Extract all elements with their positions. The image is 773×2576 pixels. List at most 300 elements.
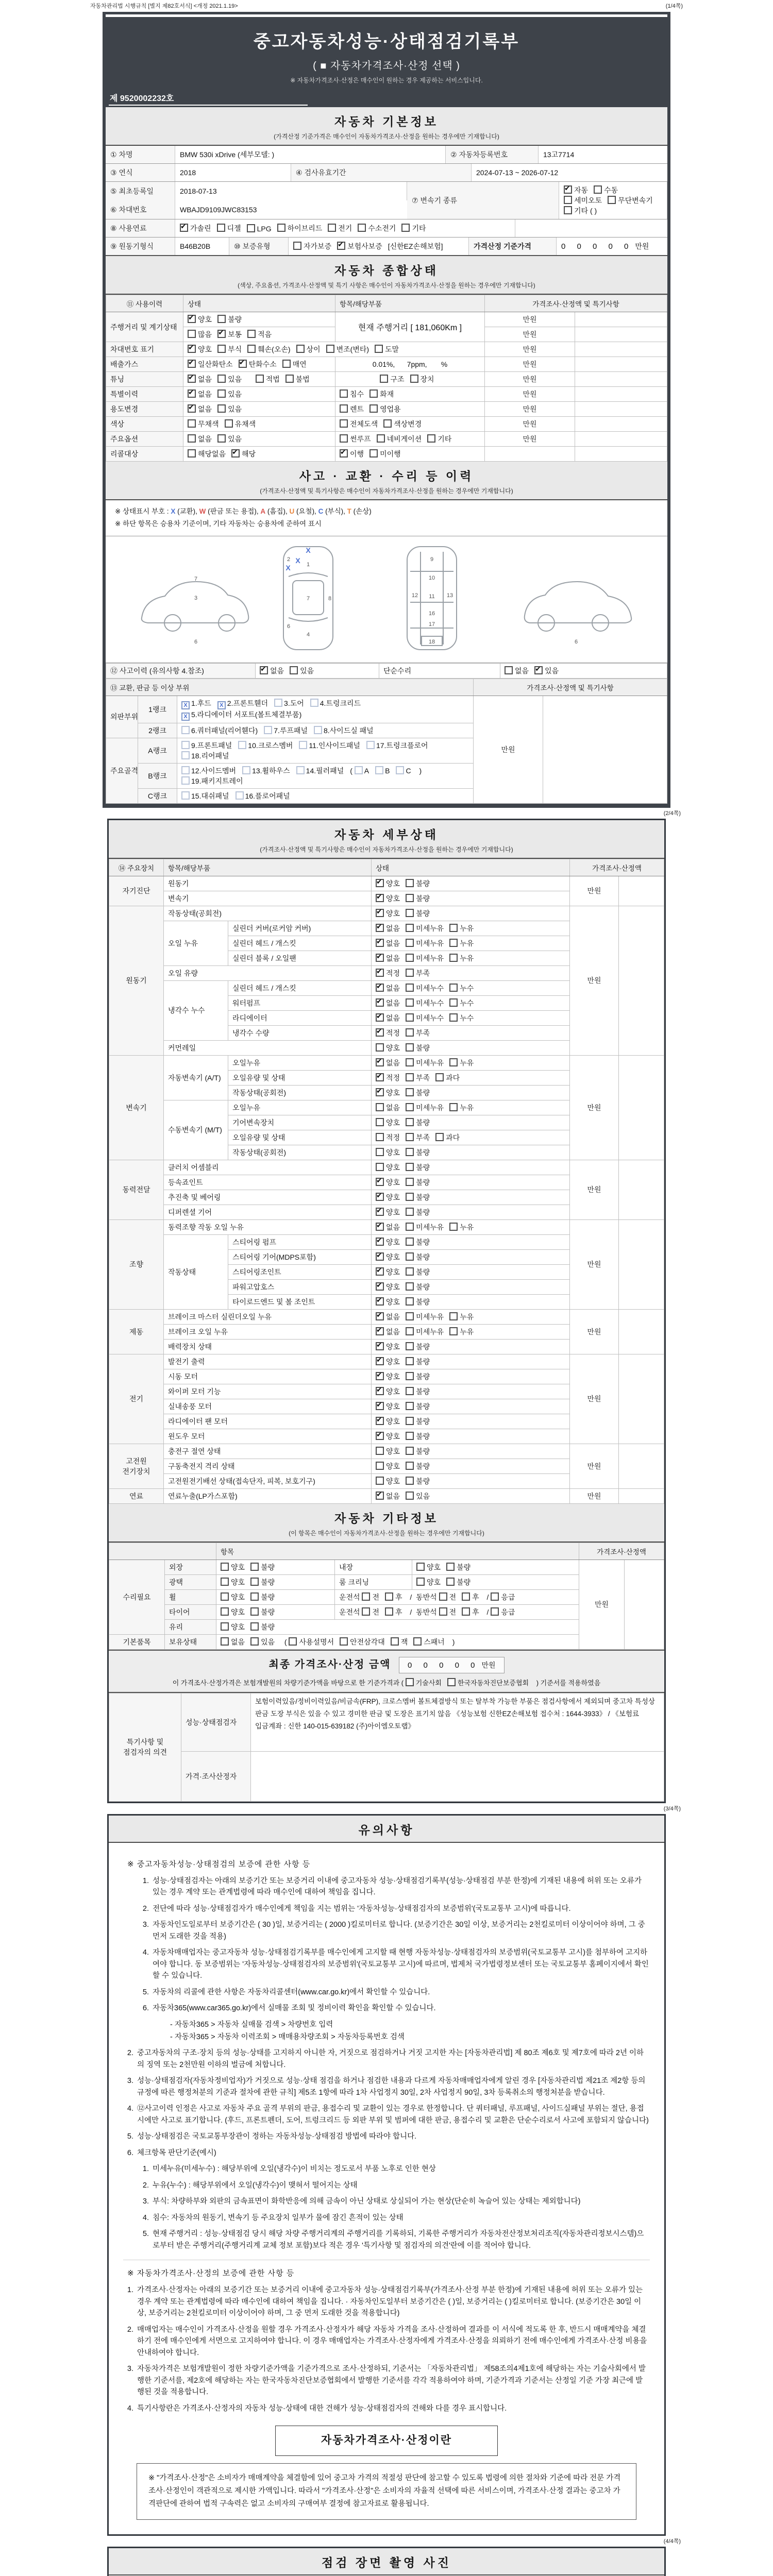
checkbox[interactable] xyxy=(376,984,384,992)
checkbox[interactable] xyxy=(260,666,268,674)
warranty-options[interactable] xyxy=(289,238,469,255)
checkbox[interactable] xyxy=(376,969,384,977)
tuning-type-options[interactable] xyxy=(335,372,485,387)
checkbox[interactable] xyxy=(250,1563,259,1571)
checkbox[interactable] xyxy=(449,954,458,962)
checkbox[interactable] xyxy=(406,954,414,962)
wheel-detail-options[interactable] xyxy=(335,1589,579,1604)
checkbox[interactable] xyxy=(406,1118,414,1126)
exchange-mark-box[interactable] xyxy=(181,776,190,785)
checkbox[interactable] xyxy=(231,449,240,457)
checkbox[interactable] xyxy=(406,1252,414,1261)
checkbox[interactable] xyxy=(188,404,196,413)
checkbox[interactable] xyxy=(376,1342,384,1350)
checkbox[interactable] xyxy=(376,1133,384,1141)
reg-no-value[interactable]: 13고7714 xyxy=(543,150,575,159)
checkbox[interactable] xyxy=(188,345,196,353)
rank1-items[interactable] xyxy=(177,696,474,723)
polish-options[interactable] xyxy=(216,1574,335,1589)
item-state-options[interactable] xyxy=(372,1384,570,1399)
exchange-mark-box[interactable] xyxy=(242,766,250,774)
checkbox[interactable] xyxy=(188,419,196,428)
checkbox[interactable] xyxy=(250,1622,259,1631)
checkbox[interactable] xyxy=(449,1312,458,1320)
item-state-options[interactable] xyxy=(372,1234,570,1249)
item-state-options[interactable] xyxy=(372,1414,570,1429)
special-history-options[interactable] xyxy=(183,387,335,402)
checkbox[interactable] xyxy=(239,360,247,368)
checkbox[interactable] xyxy=(449,1058,458,1066)
item-state-options[interactable] xyxy=(372,951,570,965)
mileage-amount-options[interactable] xyxy=(183,327,335,342)
item-state-options[interactable] xyxy=(372,1175,570,1190)
rank2-items[interactable] xyxy=(177,723,474,738)
checkbox[interactable] xyxy=(406,1297,414,1306)
checkbox[interactable] xyxy=(505,666,513,674)
checkbox[interactable] xyxy=(188,315,196,323)
exchange-mark-box[interactable] xyxy=(264,726,272,734)
special-history-type-options[interactable] xyxy=(335,387,485,402)
item-state-options[interactable] xyxy=(372,1055,570,1070)
checkbox[interactable] xyxy=(376,1357,384,1365)
checkbox[interactable] xyxy=(217,330,226,338)
wheel-options[interactable] xyxy=(216,1589,335,1604)
checkbox[interactable] xyxy=(564,206,572,214)
rankA-items[interactable] xyxy=(177,738,474,763)
checkbox[interactable] xyxy=(277,224,285,232)
exchange-mark-box[interactable] xyxy=(181,726,190,734)
checkbox[interactable] xyxy=(376,1432,384,1440)
vin-value[interactable]: WBAJD9109JWC83153 xyxy=(180,206,257,214)
item-state-options[interactable] xyxy=(372,921,570,936)
glass-options[interactable] xyxy=(216,1619,579,1634)
exchange-mark-box[interactable] xyxy=(238,741,246,749)
color-options[interactable] xyxy=(183,417,335,432)
current-mileage[interactable]: 현재 주행거리 [ 181,060Km ] xyxy=(335,312,485,342)
checkbox[interactable] xyxy=(188,434,196,443)
item-state-options[interactable] xyxy=(372,995,570,1010)
checkbox[interactable] xyxy=(406,984,414,992)
fuel-options[interactable] xyxy=(175,219,515,237)
item-state-options[interactable] xyxy=(372,1145,570,1160)
checkbox[interactable] xyxy=(376,1282,384,1291)
checkbox[interactable] xyxy=(534,666,543,674)
checkbox[interactable] xyxy=(406,909,414,917)
checkbox[interactable] xyxy=(376,1267,384,1276)
checkbox[interactable] xyxy=(406,1678,414,1686)
checkbox[interactable] xyxy=(340,404,348,413)
checkbox[interactable] xyxy=(217,404,226,413)
checkbox[interactable] xyxy=(221,1607,229,1616)
checkbox[interactable] xyxy=(376,1312,384,1320)
item-state-options[interactable] xyxy=(372,1219,570,1234)
checkbox[interactable] xyxy=(376,1058,384,1066)
checkbox[interactable] xyxy=(376,1447,384,1455)
checkbox[interactable] xyxy=(377,434,385,443)
checkbox[interactable] xyxy=(247,224,255,232)
checkbox[interactable] xyxy=(376,1462,384,1470)
checkbox[interactable] xyxy=(180,224,188,232)
exchange-mark-box[interactable] xyxy=(314,726,322,734)
checkbox[interactable] xyxy=(406,1432,414,1440)
checkbox[interactable] xyxy=(406,1058,414,1066)
item-state-options[interactable] xyxy=(372,1190,570,1205)
checkbox[interactable] xyxy=(289,1637,297,1646)
mileage-state-options[interactable] xyxy=(183,312,335,327)
checkbox[interactable] xyxy=(385,1592,393,1601)
checkbox[interactable] xyxy=(293,242,301,250)
checkbox[interactable] xyxy=(406,1342,414,1350)
item-state-options[interactable] xyxy=(372,1459,570,1473)
basic-items-options[interactable] xyxy=(216,1634,579,1649)
checkbox[interactable] xyxy=(376,909,384,917)
checkbox[interactable] xyxy=(383,419,392,428)
checkbox[interactable] xyxy=(406,1013,414,1022)
checkbox[interactable] xyxy=(406,1492,414,1500)
accident-history-options[interactable] xyxy=(256,663,379,678)
checkbox[interactable] xyxy=(250,1607,259,1616)
checkbox[interactable] xyxy=(406,1178,414,1186)
checkbox[interactable] xyxy=(376,1327,384,1335)
rankC-items[interactable] xyxy=(177,788,474,803)
checkbox[interactable] xyxy=(369,449,378,457)
checkbox[interactable] xyxy=(406,924,414,932)
checkbox[interactable] xyxy=(406,1163,414,1171)
transmission-options[interactable] xyxy=(559,182,667,219)
checkbox[interactable] xyxy=(326,345,334,353)
checkbox[interactable] xyxy=(217,315,226,323)
color-change-options[interactable] xyxy=(335,417,485,432)
checkbox[interactable] xyxy=(250,1637,259,1646)
item-state-options[interactable] xyxy=(372,1488,570,1503)
item-state-options[interactable] xyxy=(372,1473,570,1488)
item-state-options[interactable] xyxy=(372,906,570,921)
checkbox[interactable] xyxy=(221,1578,229,1586)
checkbox[interactable] xyxy=(416,1563,425,1571)
checkbox[interactable] xyxy=(439,1607,447,1616)
checkbox[interactable] xyxy=(376,954,384,962)
checkbox[interactable] xyxy=(369,389,378,398)
checkbox[interactable] xyxy=(391,1637,399,1646)
checkbox[interactable] xyxy=(380,375,388,383)
item-state-options[interactable] xyxy=(372,1010,570,1025)
checkbox[interactable] xyxy=(376,1223,384,1231)
checkbox[interactable] xyxy=(376,1013,384,1022)
checkbox[interactable] xyxy=(406,1193,414,1201)
item-state-options[interactable] xyxy=(372,1429,570,1444)
checkbox[interactable] xyxy=(376,1073,384,1081)
checkbox[interactable] xyxy=(406,1208,414,1216)
checkbox[interactable] xyxy=(221,1637,229,1646)
item-state-options[interactable] xyxy=(372,1160,570,1175)
checkbox[interactable] xyxy=(247,345,256,353)
checkbox[interactable] xyxy=(462,1607,470,1616)
checkbox[interactable] xyxy=(376,1297,384,1306)
item-state-options[interactable] xyxy=(372,1115,570,1130)
main-option-type-options[interactable] xyxy=(335,432,485,447)
simple-repair-options[interactable] xyxy=(500,663,667,678)
checkbox[interactable] xyxy=(406,1088,414,1096)
checkbox[interactable] xyxy=(406,1357,414,1365)
item-state-options[interactable] xyxy=(372,1264,570,1279)
checkbox[interactable] xyxy=(446,1578,455,1586)
checkbox[interactable] xyxy=(406,1282,414,1291)
item-state-options[interactable] xyxy=(372,936,570,951)
tire-options[interactable] xyxy=(216,1604,335,1619)
checkbox[interactable] xyxy=(406,1148,414,1156)
checkbox[interactable] xyxy=(449,939,458,947)
checkbox[interactable] xyxy=(564,185,572,194)
exchange-mark-box[interactable]: X xyxy=(217,701,226,709)
checkbox[interactable] xyxy=(449,1327,458,1335)
checkbox[interactable] xyxy=(376,1402,384,1410)
checkbox[interactable] xyxy=(376,894,384,902)
checkbox[interactable] xyxy=(376,1417,384,1425)
checkbox[interactable] xyxy=(188,330,196,338)
checkbox[interactable] xyxy=(250,1592,259,1601)
checkbox[interactable] xyxy=(376,1372,384,1380)
checkbox[interactable] xyxy=(439,1592,447,1601)
item-state-options[interactable] xyxy=(372,1205,570,1219)
checkbox[interactable] xyxy=(282,360,291,368)
checkbox[interactable] xyxy=(416,1578,425,1586)
checkbox[interactable] xyxy=(340,419,348,428)
usage-change-options[interactable] xyxy=(183,402,335,417)
checkbox[interactable] xyxy=(362,1607,370,1616)
exterior-options[interactable] xyxy=(216,1560,335,1574)
exchange-mark-box[interactable] xyxy=(274,699,282,707)
exchange-mark-box[interactable]: X xyxy=(181,713,190,721)
checkbox[interactable] xyxy=(375,345,383,353)
item-state-options[interactable] xyxy=(372,1294,570,1309)
checkbox[interactable] xyxy=(406,1327,414,1335)
exchange-mark-box[interactable] xyxy=(375,766,383,774)
item-state-options[interactable] xyxy=(372,1130,570,1145)
base-price-value[interactable]: 0 0 0 0 0 만원 xyxy=(561,242,649,251)
checkbox[interactable] xyxy=(449,1223,458,1231)
checkbox[interactable] xyxy=(376,924,384,932)
rankB-items[interactable] xyxy=(177,763,474,788)
interior-options[interactable] xyxy=(412,1560,579,1574)
checkbox[interactable] xyxy=(376,1028,384,1037)
exchange-mark-box[interactable] xyxy=(181,741,190,749)
exchange-mark-box[interactable]: X xyxy=(181,701,190,709)
item-state-options[interactable] xyxy=(372,1085,570,1100)
checkbox[interactable] xyxy=(594,185,602,194)
item-state-options[interactable] xyxy=(372,1040,570,1055)
checkbox[interactable] xyxy=(446,1563,455,1571)
checkbox[interactable] xyxy=(406,1133,414,1141)
checkbox[interactable] xyxy=(376,1387,384,1395)
item-state-options[interactable] xyxy=(372,1369,570,1384)
item-state-options[interactable] xyxy=(372,1070,570,1085)
emission-values[interactable]: 0.01%, 7ppm, % xyxy=(335,357,485,372)
checkbox[interactable] xyxy=(376,998,384,1007)
checkbox[interactable] xyxy=(217,434,226,443)
checkbox[interactable] xyxy=(608,196,616,204)
first-reg-value[interactable]: 2018-07-13 xyxy=(175,182,407,200)
checkbox[interactable] xyxy=(406,1103,414,1111)
checkbox[interactable] xyxy=(250,1578,259,1586)
checkbox[interactable] xyxy=(406,1417,414,1425)
checkbox[interactable] xyxy=(449,984,458,992)
checkbox[interactable] xyxy=(217,224,225,232)
checkbox[interactable] xyxy=(296,345,305,353)
checkbox[interactable] xyxy=(406,879,414,887)
exchange-mark-box[interactable] xyxy=(310,699,318,707)
checkbox[interactable] xyxy=(406,1073,414,1081)
checkbox[interactable] xyxy=(449,924,458,932)
item-state-options[interactable] xyxy=(372,1444,570,1459)
checkbox[interactable] xyxy=(376,1492,384,1500)
tire-detail-options[interactable] xyxy=(335,1604,579,1619)
checkbox[interactable] xyxy=(376,1208,384,1216)
checkbox[interactable] xyxy=(462,1592,470,1601)
item-state-options[interactable] xyxy=(372,876,570,891)
checkbox[interactable] xyxy=(290,666,298,674)
checkbox[interactable] xyxy=(406,1402,414,1410)
item-state-options[interactable] xyxy=(372,1249,570,1264)
checkbox[interactable] xyxy=(406,1387,414,1395)
final-price-value[interactable]: 0 0 0 0 0 만원 xyxy=(399,1657,504,1673)
checkbox[interactable] xyxy=(401,224,410,232)
item-state-options[interactable] xyxy=(372,980,570,995)
checkbox[interactable] xyxy=(376,939,384,947)
checkbox[interactable] xyxy=(406,939,414,947)
checkbox[interactable] xyxy=(406,1238,414,1246)
checkbox[interactable] xyxy=(406,1447,414,1455)
checkbox[interactable] xyxy=(376,1178,384,1186)
checkbox[interactable] xyxy=(449,1013,458,1022)
item-state-options[interactable] xyxy=(372,965,570,980)
exchange-mark-box[interactable] xyxy=(236,791,244,800)
checkbox[interactable] xyxy=(406,1372,414,1380)
usage-change-type-options[interactable] xyxy=(335,402,485,417)
checkbox[interactable] xyxy=(406,1312,414,1320)
checkbox[interactable] xyxy=(217,345,226,353)
item-state-options[interactable] xyxy=(372,891,570,906)
checkbox[interactable] xyxy=(564,196,572,204)
recall-done-options[interactable] xyxy=(335,447,485,462)
emission-options[interactable] xyxy=(183,357,335,372)
checkbox[interactable] xyxy=(362,1592,370,1601)
checkbox[interactable] xyxy=(188,375,196,383)
item-state-options[interactable] xyxy=(372,1279,570,1294)
checkbox[interactable] xyxy=(217,389,226,398)
checkbox[interactable] xyxy=(376,1477,384,1485)
checkbox[interactable] xyxy=(376,1252,384,1261)
exchange-mark-box[interactable] xyxy=(355,766,363,774)
checkbox[interactable] xyxy=(449,998,458,1007)
year-value[interactable]: 2018 xyxy=(175,164,291,181)
checkbox[interactable] xyxy=(188,389,196,398)
main-option-options[interactable] xyxy=(183,432,335,447)
exchange-mark-box[interactable] xyxy=(366,741,375,749)
checkbox[interactable] xyxy=(221,1563,229,1571)
checkbox[interactable] xyxy=(385,1607,393,1616)
checkbox[interactable] xyxy=(435,1073,444,1081)
checkbox[interactable] xyxy=(369,404,378,413)
checkbox[interactable] xyxy=(358,224,366,232)
checkbox[interactable] xyxy=(376,1088,384,1096)
checkbox[interactable] xyxy=(491,1592,499,1601)
checkbox[interactable] xyxy=(376,1103,384,1111)
checkbox[interactable] xyxy=(256,375,264,383)
tuning-options[interactable] xyxy=(183,372,335,387)
checkbox[interactable] xyxy=(376,1148,384,1156)
checkbox[interactable] xyxy=(406,1223,414,1231)
checkbox[interactable] xyxy=(413,1637,422,1646)
checkbox[interactable] xyxy=(376,1043,384,1052)
item-state-options[interactable] xyxy=(372,1354,570,1369)
inspection-period-value[interactable]: 2024-07-13 ~ 2026-07-12 xyxy=(476,168,559,177)
checkbox[interactable] xyxy=(410,375,418,383)
checkbox[interactable] xyxy=(406,1028,414,1037)
checkbox[interactable] xyxy=(376,879,384,887)
checkbox[interactable] xyxy=(491,1607,499,1616)
checkbox[interactable] xyxy=(328,224,336,232)
item-state-options[interactable] xyxy=(372,1399,570,1414)
item-state-options[interactable] xyxy=(372,1324,570,1339)
inspector-opinion-text[interactable]: 보험이력있음/정비이력있음/비금속(FRP), 크로스멤버 볼트체결방식 또는 탈부착 가능한 부품은 점검사항에서 제외되며 중고차 특성상 판금 도장 부식은 있을 수 있고 경미한 판금 및 도장은 표기치 않음 《성능보험 신한EZ손해보험 접수처 : 1644-3933》 / 《보험료 입금계좌 : 신한 140-015-639182 (주)아이엠오토랩》 xyxy=(251,1693,664,1751)
checkbox[interactable] xyxy=(188,360,196,368)
checkbox[interactable] xyxy=(285,375,294,383)
checkbox[interactable] xyxy=(340,1637,348,1646)
car-damage-diagram[interactable] xyxy=(106,536,667,663)
checkbox[interactable] xyxy=(447,1678,456,1686)
checkbox[interactable] xyxy=(406,894,414,902)
checkbox[interactable] xyxy=(225,419,233,428)
exchange-mark-box[interactable] xyxy=(181,751,190,759)
item-state-options[interactable] xyxy=(372,1025,570,1040)
checkbox[interactable] xyxy=(427,434,435,443)
checkbox[interactable] xyxy=(406,1043,414,1052)
checkbox[interactable] xyxy=(188,449,196,457)
car-name-value[interactable]: BMW 530i xDrive (세부모델: ) xyxy=(175,146,446,163)
exchange-mark-box[interactable] xyxy=(181,791,190,800)
exchange-mark-box[interactable] xyxy=(396,766,404,774)
item-state-options[interactable] xyxy=(372,1309,570,1324)
checkbox[interactable] xyxy=(376,1238,384,1246)
checkbox[interactable] xyxy=(221,1592,229,1601)
checkbox[interactable] xyxy=(221,1622,229,1631)
checkbox[interactable] xyxy=(406,1462,414,1470)
checkbox[interactable] xyxy=(406,1477,414,1485)
checkbox[interactable] xyxy=(247,330,256,338)
checkbox[interactable] xyxy=(406,969,414,977)
exchange-mark-box[interactable] xyxy=(181,766,190,774)
checkbox[interactable] xyxy=(217,375,226,383)
checkbox[interactable] xyxy=(449,1103,458,1111)
appraiser-opinion-text[interactable] xyxy=(251,1751,664,1801)
item-state-options[interactable] xyxy=(372,1339,570,1354)
checkbox[interactable] xyxy=(376,1193,384,1201)
checkbox[interactable] xyxy=(435,1133,444,1141)
exchange-mark-box[interactable] xyxy=(299,741,307,749)
room-cleaning-options[interactable] xyxy=(412,1574,579,1589)
vin-state-options[interactable] xyxy=(183,342,485,357)
recall-options[interactable] xyxy=(183,447,335,462)
exchange-mark-box[interactable] xyxy=(296,766,305,774)
checkbox[interactable] xyxy=(376,1163,384,1171)
engine-type-value[interactable]: B46B20B xyxy=(175,238,229,255)
checkbox[interactable] xyxy=(340,389,348,398)
checkbox[interactable] xyxy=(340,434,348,443)
checkbox[interactable] xyxy=(376,1118,384,1126)
checkbox[interactable] xyxy=(406,998,414,1007)
checkbox[interactable] xyxy=(337,242,345,250)
item-state-options[interactable] xyxy=(372,1100,570,1115)
